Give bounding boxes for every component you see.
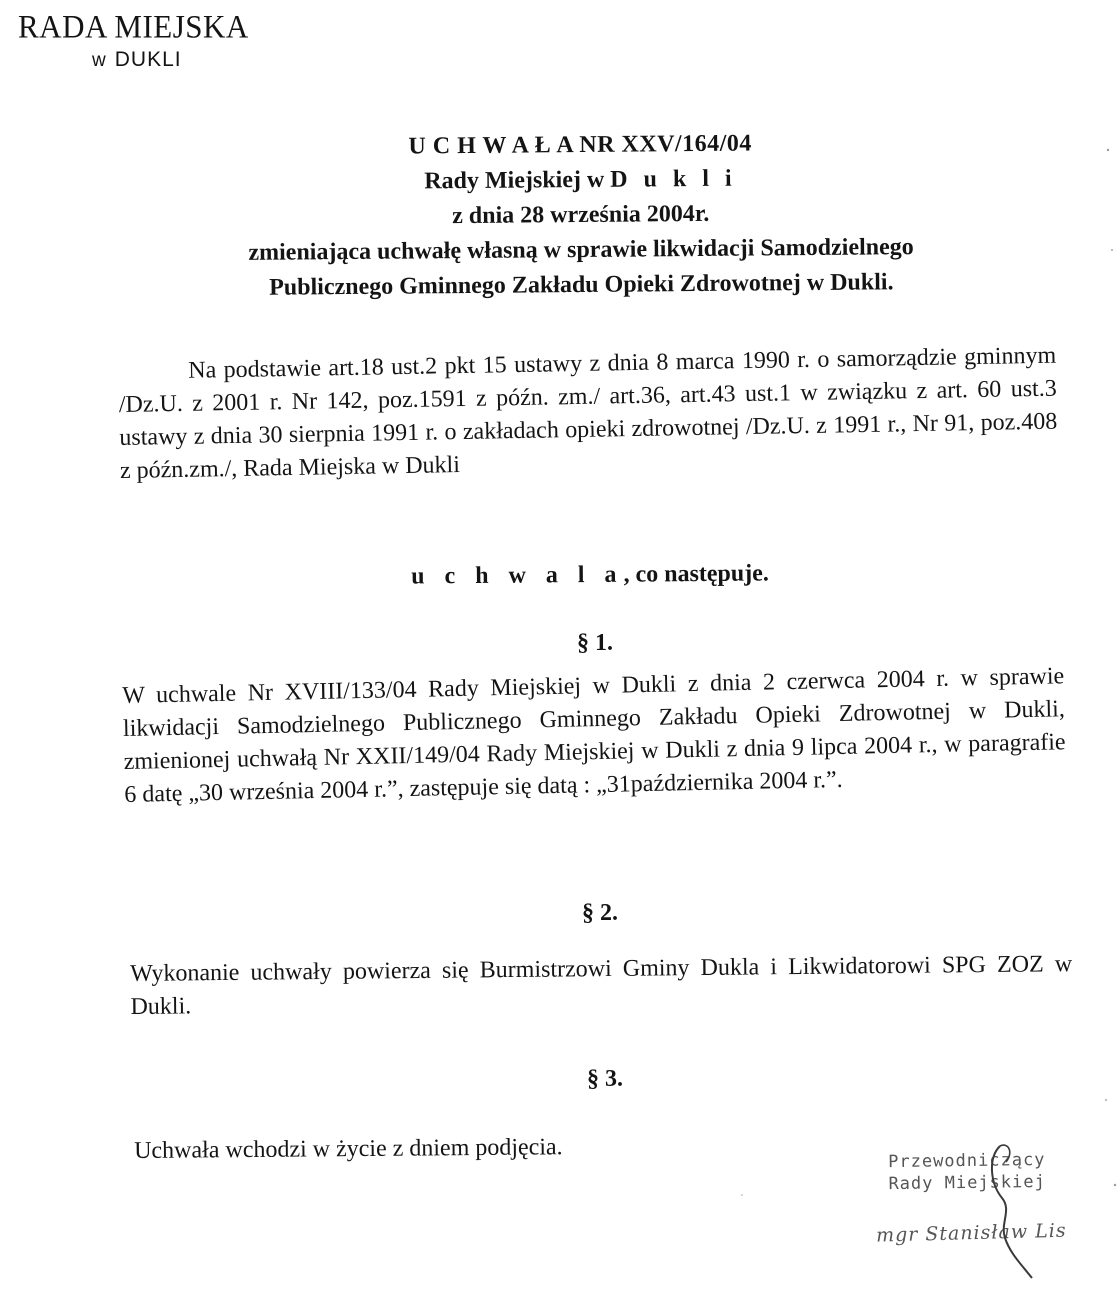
resolution-date: z dnia 28 września 2004r.: [452, 200, 710, 230]
council-stamp-location: [92, 48, 182, 72]
resolution-subject-line2: Publicznego Gminnego Zakładu Opieki Zdrowotnej w Dukli.: [269, 269, 894, 301]
section-2-heading: § 2.: [582, 900, 618, 926]
resolution-issuer-town: D u k l i: [610, 165, 737, 193]
chairman-title-line1: Przewodniczący: [888, 1149, 1046, 1173]
chairman-name: mgr Stanisław Lis: [875, 1219, 1067, 1247]
council-stamp-prefix: w: [92, 50, 107, 71]
resolution-subject-line1: zmieniająca uchwałę własną w sprawie likwidacji Samodzielnego: [248, 234, 914, 266]
resolves-heading: [320, 560, 860, 592]
council-stamp-title: RADA MIEJSKA: [18, 8, 249, 45]
resolves-rest: , co następuje.: [623, 560, 769, 588]
resolution-number: U C H W A Ł A NR XXV/164/04: [408, 130, 752, 160]
section-2-text: Wykonanie uchwały powierza się Burmistrzowi Gminy Dukla i Likwidatorowi SPG ZOZ w Dukli.: [130, 951, 1073, 1020]
section-3-text: Uchwała wchodzi w życie z dniem podjęcia.: [134, 1134, 563, 1164]
section-1-text: W uchwale Nr XVIII/133/04 Rady Miejskiej w Dukli z dnia 2 czerwca 2004 r. w sprawie likwidacji Samodzielnego Publicznego Gminnego Zakładu Opieki Zdrowotnej w Dukli, zmienionej uchwałą Nr XXII/149/04 Rady Miejskiej w Dukli z dnia 9 lipca 2004 r., w paragrafie 6 datę „30 września 2004 r.”, zastępuje się datą : „31października 2004 r.”.: [122, 663, 1066, 808]
handwritten-signature: [960, 1138, 1040, 1288]
section-1-heading: § 1.: [577, 630, 613, 656]
section-3-heading: § 3.: [587, 1066, 623, 1092]
council-stamp-town: DUKLI: [114, 48, 182, 71]
resolves-spaced: u c h w a l a: [411, 561, 624, 590]
resolution-header: [120, 124, 1041, 307]
legal-basis-text: Na podstawie art.18 ust.2 pkt 15 ustawy z dnia 8 marca 1990 r. o samorządzie gminnym /Dz.U. z 2001 r. Nr 142, poz.1591 z późn. zm./ art.36, art.43 ust.1 w związku z art. 60 ust.3 ustawy z dnia 30 sierpnia 1991 r. o zakładach opieki zdrowotnej /Dz.U. z 1991 r., Nr 91, poz.408 z późn.zm./, Rada Miejska w Dukli: [118, 342, 1058, 484]
resolution-issuer-name: Rady Miejskiej w: [424, 166, 605, 195]
chairman-title-line2: Rady Miejskiej: [888, 1171, 1046, 1195]
legal-basis-paragraph: [118, 340, 1058, 488]
